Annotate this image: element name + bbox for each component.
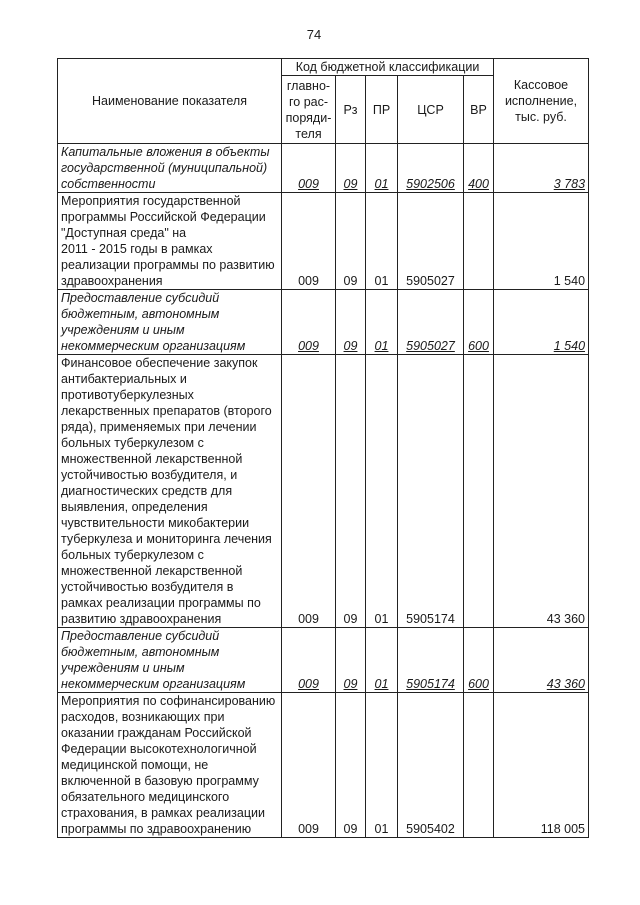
row-csr: 5905174 [398, 355, 464, 628]
row-pr: 01 [366, 193, 398, 290]
row-admin: 009 [282, 193, 336, 290]
row-pr: 01 [366, 290, 398, 355]
row-vr [464, 355, 494, 628]
row-admin: 009 [282, 144, 336, 193]
row-pr: 01 [366, 355, 398, 628]
table-row [58, 628, 589, 693]
row-vr [464, 193, 494, 290]
row-pr: 01 [366, 144, 398, 193]
row-amount: 118 005 [494, 693, 589, 838]
row-pr: 01 [366, 628, 398, 693]
row-admin: 009 [282, 693, 336, 838]
row-rz: 09 [336, 355, 366, 628]
row-vr: 400 [464, 144, 494, 193]
row-name: Мероприятия по софинансированию расходов, возникающих при оказании гражданам Российской Федерации высокотехнологичной медицинской помощи, не включенной в базовую программу обязательного медицинского страхования, в рамках реализации программы по здравоохранению [58, 693, 282, 838]
row-rz: 09 [336, 628, 366, 693]
row-vr: 600 [464, 628, 494, 693]
row-csr: 5905174 [398, 628, 464, 693]
header-csr: ЦСР [398, 76, 464, 144]
row-vr: 600 [464, 290, 494, 355]
table-row [58, 290, 589, 355]
row-name: Мероприятия государственной программы Российской Федерации "Доступная среда" на 2011 - 2015 годы в рамках реализации программы по развитию здравоохранения [58, 193, 282, 290]
row-amount: 1 540 [494, 290, 589, 355]
row-vr [464, 693, 494, 838]
header-name: Наименование показателя [58, 59, 282, 144]
row-name: Капитальные вложения в объекты государственной (муниципальной) собственности [58, 144, 282, 193]
row-admin: 009 [282, 628, 336, 693]
header-amount: Кассовое исполнение, тыс. руб. [494, 59, 589, 144]
row-csr: 5905402 [398, 693, 464, 838]
table-row [58, 193, 589, 290]
header-vr: ВР [464, 76, 494, 144]
row-csr: 5905027 [398, 193, 464, 290]
table-row [58, 693, 589, 838]
header-pr: ПР [366, 76, 398, 144]
row-admin: 009 [282, 290, 336, 355]
row-csr: 5905027 [398, 290, 464, 355]
row-amount: 1 540 [494, 193, 589, 290]
page-number: 74 [306, 27, 322, 42]
row-rz: 09 [336, 693, 366, 838]
header-classification-code: Код бюджетной классификации [282, 59, 494, 76]
row-name: Предоставление субсидий бюджетным, автономным учреждениям и иным некоммерческим организациям [58, 628, 282, 693]
row-amount: 43 360 [494, 628, 589, 693]
row-name: Финансовое обеспечение закупок антибактериальных и противотуберкулезных лекарственных препаратов (второго ряда), применяемых при лечении больных туберкулезом с множественной лекарственной устойчивостью возбудителя, и диагностических средств для выявления, определения чувствительности микобактерии туберкулеза и мониторинга лечения больных туберкулезом с множественной лекарственной устойчивостью возбудителя в рамках реализации программы по развитию здравоохранения [58, 355, 282, 628]
row-admin: 009 [282, 355, 336, 628]
header-admin: главно- го рас- поряди- теля [282, 76, 336, 144]
table-row [58, 144, 589, 193]
row-pr: 01 [366, 693, 398, 838]
row-rz: 09 [336, 144, 366, 193]
row-rz: 09 [336, 290, 366, 355]
header-rz: Рз [336, 76, 366, 144]
row-csr: 5902506 [398, 144, 464, 193]
row-amount: 3 783 [494, 144, 589, 193]
budget-table [57, 58, 589, 838]
row-amount: 43 360 [494, 355, 589, 628]
row-name: Предоставление субсидий бюджетным, автономным учреждениям и иным некоммерческим организациям [58, 290, 282, 355]
row-rz: 09 [336, 193, 366, 290]
table-row [58, 355, 589, 628]
